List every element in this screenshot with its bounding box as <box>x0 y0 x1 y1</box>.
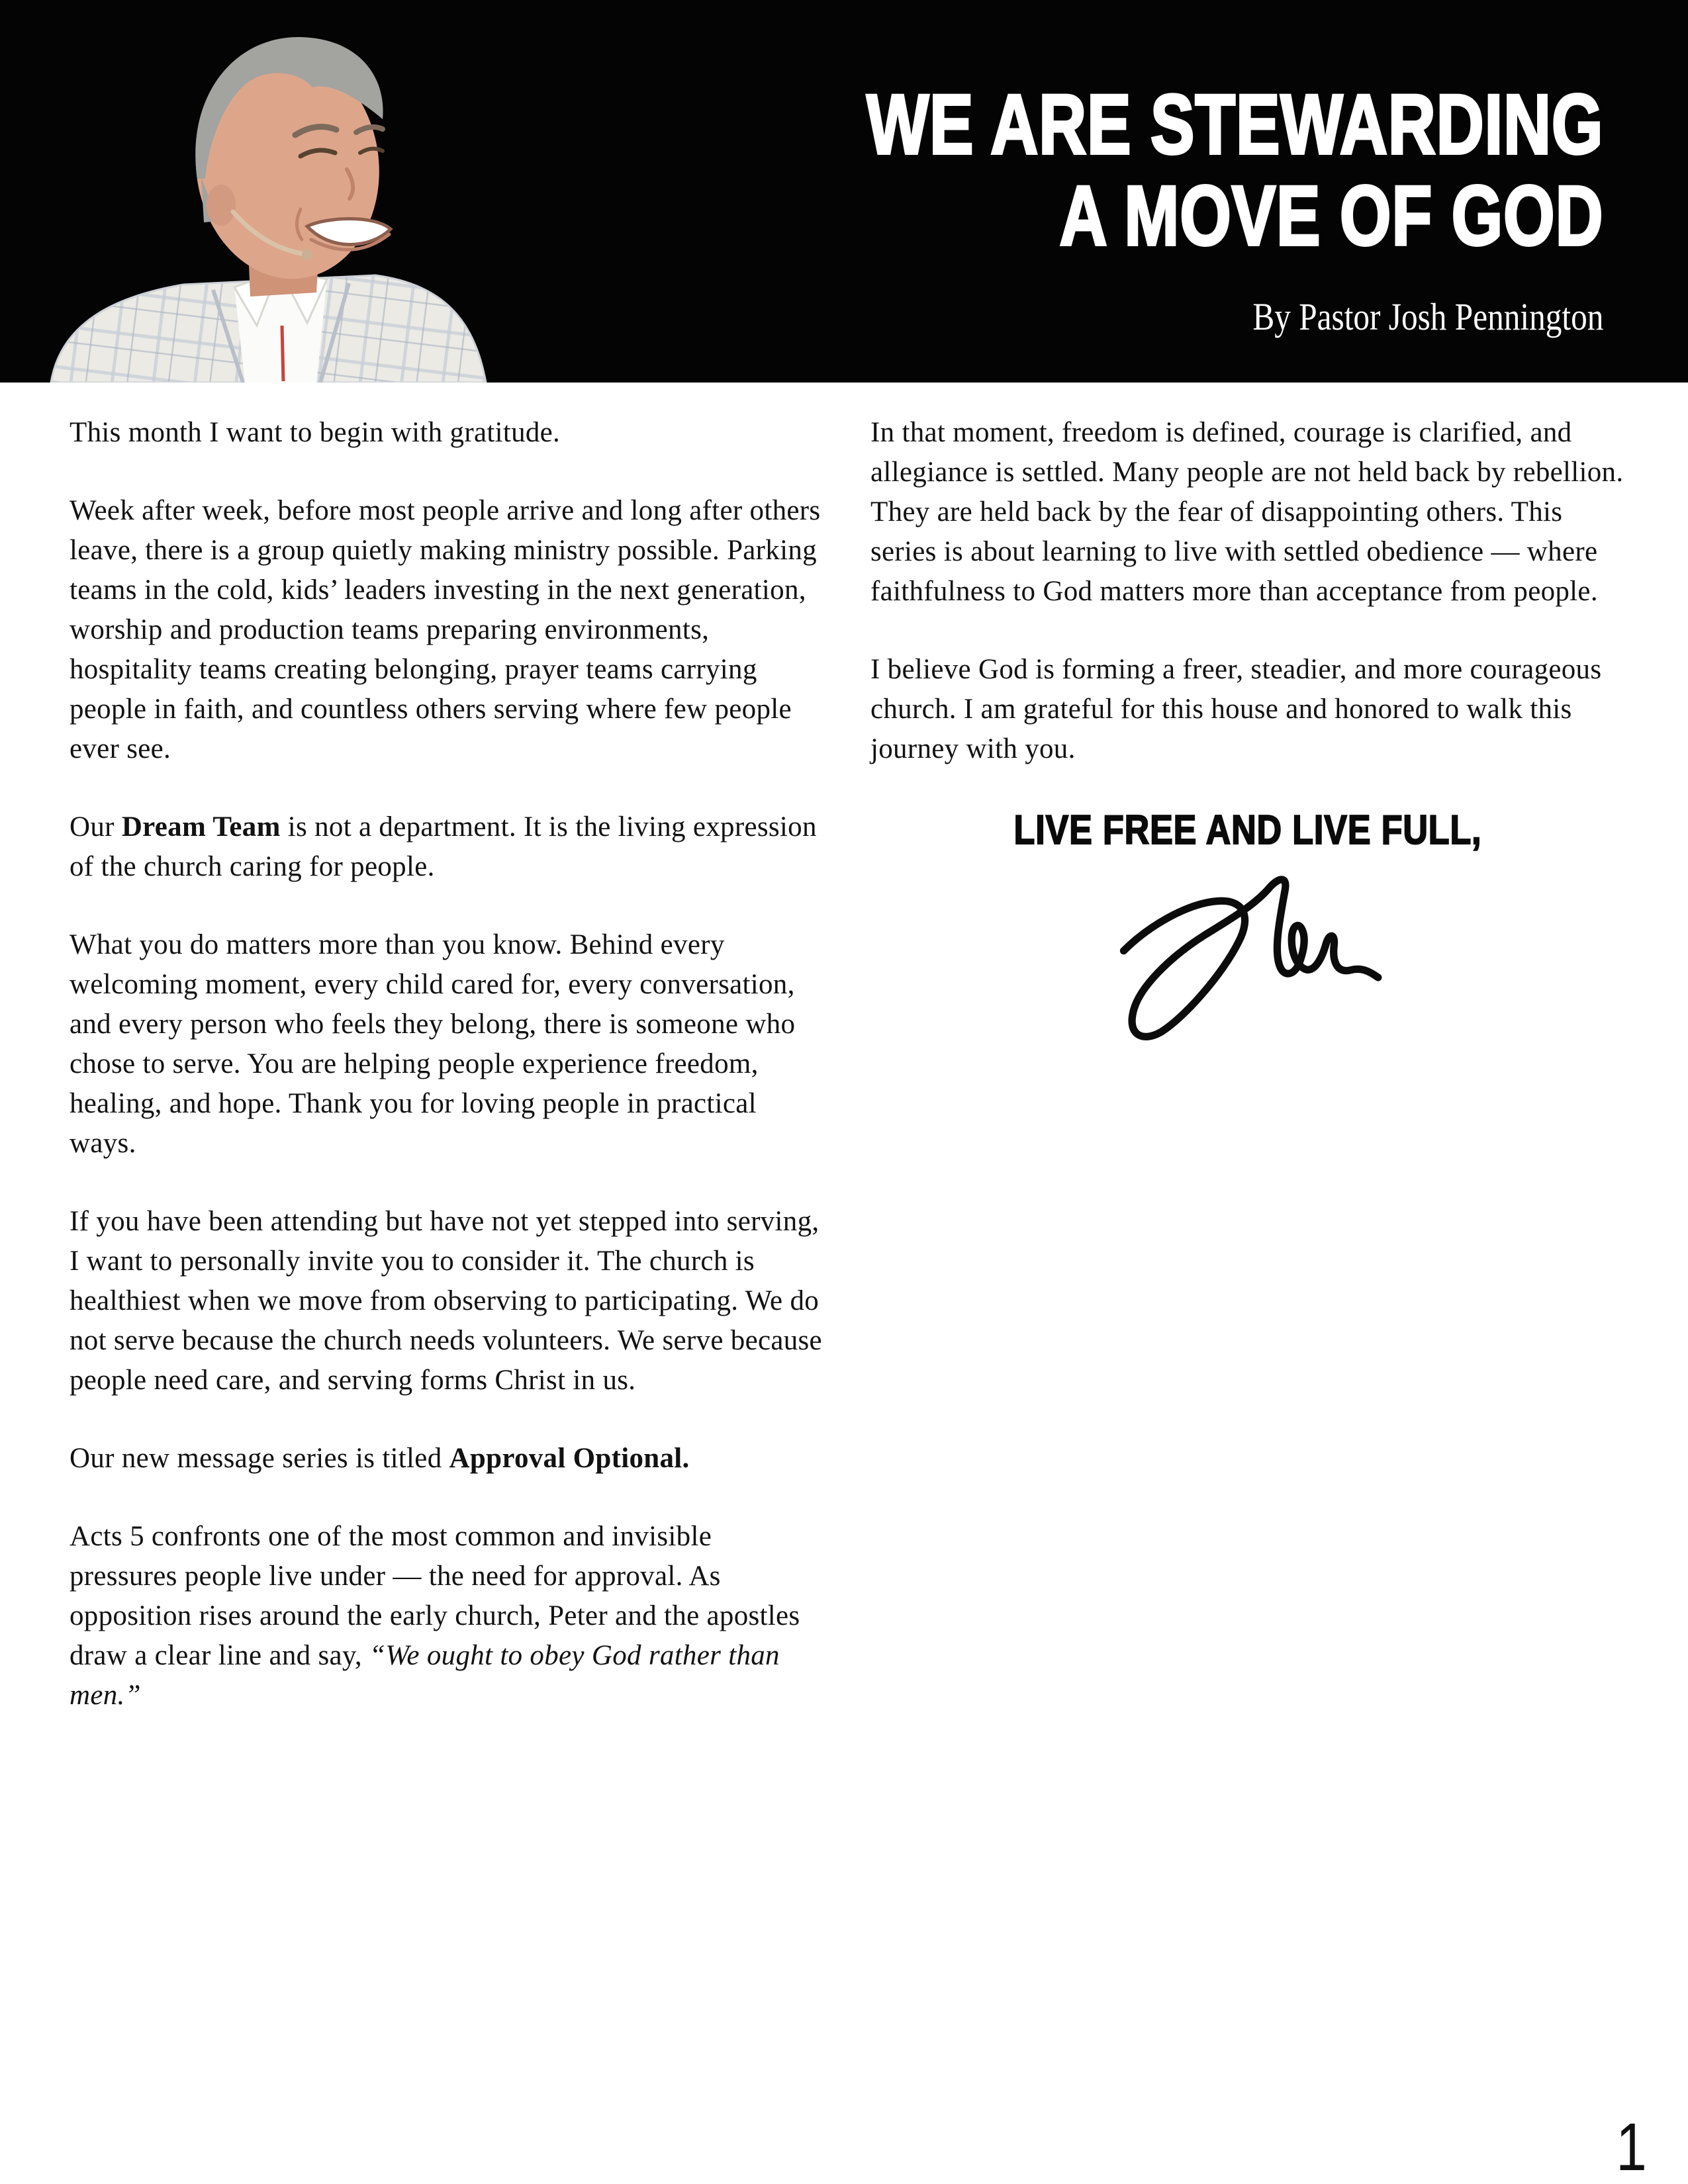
paragraph-dream-team: Our Dream Team is not a department. It is the living expression of the church caring for people. <box>70 811 817 882</box>
article-body <box>0 383 1688 1754</box>
paragraph-what-you-do: What you do matters more than you know. Behind every welcoming moment, every child cared for, every conversation, and every person who feels they belong, there is someone who chose to serve. You are helping people experience freedom, healing, and hope. Thank you for loving people in practical ways. <box>70 929 796 1159</box>
signoff-text: LIVE FREE AND LIVE FULL, <box>1013 807 1482 853</box>
paragraph-series-title: Our new message series is titled Approval Optional. <box>70 1443 690 1474</box>
header-title-block <box>659 79 1603 338</box>
signature-image <box>1105 858 1390 1056</box>
left-column <box>70 413 824 1754</box>
paragraph-acts5: Acts 5 confronts one of the most common and invisible pressures people live under — the need for approval. As opposition rises around the early church, Peter and the apostles draw a clear line and say, “We ought to obey God rather than men.” <box>70 1521 800 1711</box>
page-title-line1: WE ARE STEWARDING <box>866 77 1603 172</box>
pastor-photo <box>15 12 557 383</box>
paragraph-invitation: If you have been attending but have not yet stepped into serving, I want to personally invite you to consider it. The church is healthiest when we move from observing to participating. We do not serve because the church needs volunteers. We serve because people need care, and serving forms Christ in us. <box>70 1206 822 1396</box>
signature-block <box>870 858 1625 1068</box>
page-title-line2: A MOVE OF GOD <box>1059 169 1603 263</box>
page-number: 1 <box>1616 2109 1647 2184</box>
paragraph-gratitude: This month I want to begin with gratitude. <box>70 417 561 448</box>
byline: By Pastor Josh Pennington <box>1252 295 1603 338</box>
right-column <box>870 413 1625 1754</box>
dream-team-bold: Dream Team <box>121 811 281 842</box>
scripture-quote: “We ought to obey God rather than men.” <box>70 1640 780 1711</box>
paragraph-week-after-week: Week after week, before most people arrive and long after others leave, there is a group quietly making ministry possible. Parking teams in the cold, kids’ leaders investing in the next generation, worship and production teams preparing environments, hospitality teams creating belonging, prayer teams carrying people in faith, and countless others serving where few people ever see. <box>70 495 821 764</box>
paragraph-i-believe: I believe God is forming a freer, steadier, and more courageous church. I am grateful for this house and honored to walk this journey with you. <box>870 654 1602 764</box>
approval-optional-bold: Approval Optional. <box>449 1443 690 1474</box>
header-banner <box>0 0 1688 383</box>
paragraph-in-that-moment: In that moment, freedom is defined, courage is clarified, and allegiance is settled. Many people are not held back by rebellion. They are held back by the fear of disappointing others. This series is about learning to live with settled obedience — where faithfulness to God matters more than acceptance from people. <box>870 417 1624 607</box>
page-title <box>659 79 1603 262</box>
